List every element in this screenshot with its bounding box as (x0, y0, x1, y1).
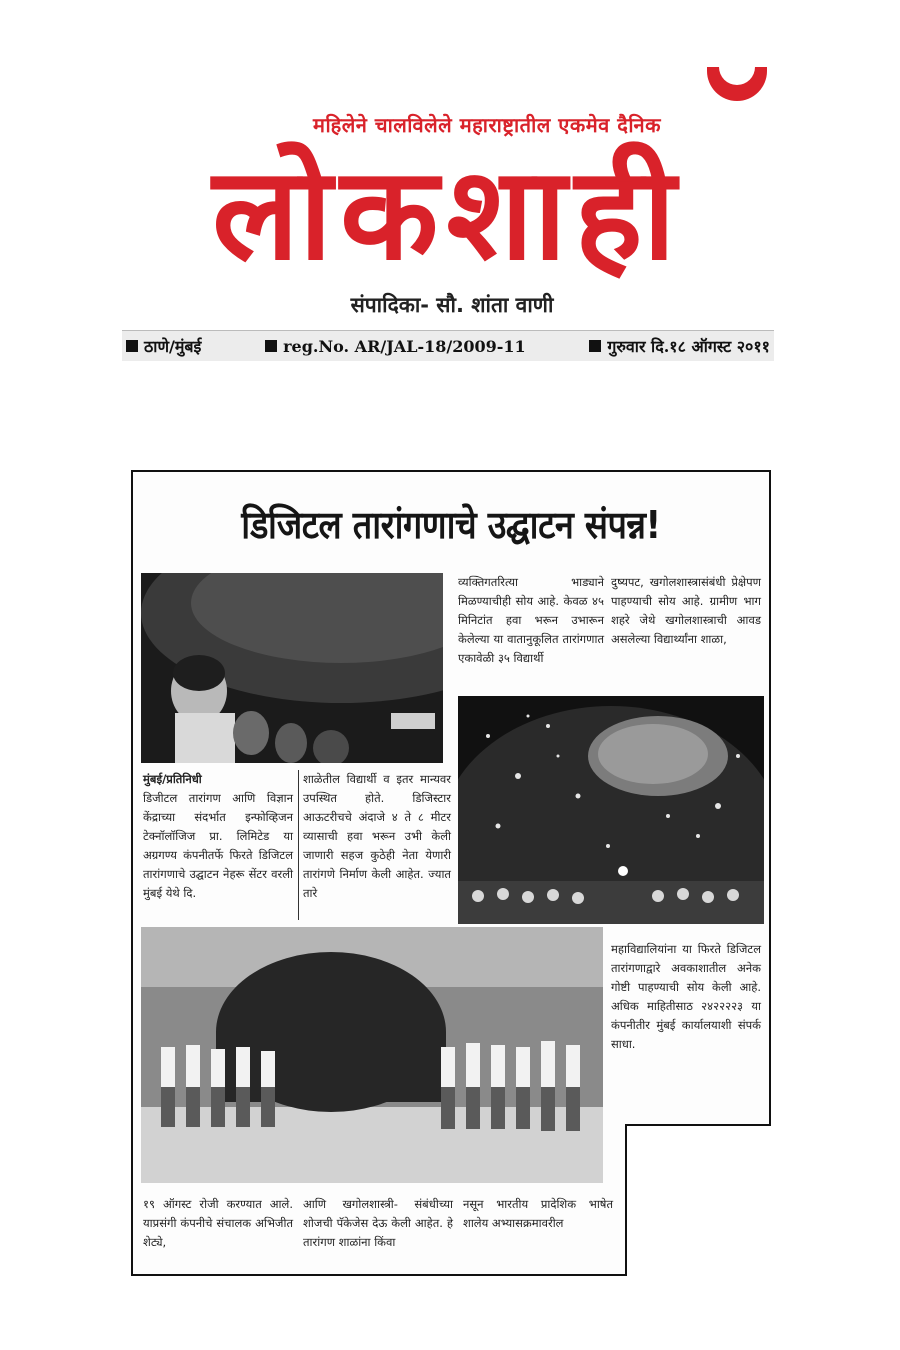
article-column-2 (303, 770, 451, 903)
column-2-text: शाळेतील विद्यार्थी व इतर मान्यवर उपस्थित होते. डिजिस्टार आऊटरीचचे अंदाजे ४ ते ८ मीटर व्यासाची हवा भरून उभी केली जाणारी सहज कुठेही नेता येणारी तारांगणे निर्माण केली आहेत. ज्यात तारे (303, 772, 451, 900)
article-clipping (131, 470, 771, 1276)
newspaper-name: लोकशाही (212, 139, 684, 289)
column-rule (298, 770, 299, 920)
registration-number: reg.No. AR/JAL-18/2009-11 (283, 336, 526, 356)
bottom-column-1-text: १९ ऑगस्ट रोजी करण्यात आले. याप्रसंगी कंपनीचे संचालक अभिजीत शेट्ये, (143, 1197, 293, 1249)
masthead-tagline: महिलेने चालविलेले महाराष्ट्रातील एकमेव दैनिक (312, 113, 661, 137)
column-1-text: डिजीटल तारांगण आणि विज्ञान केंद्राच्या संदर्भात इन्फोव्हिजन टेक्नॉलॉजिज प्रा. लिमिटेड या अग्रगण्य कंपनीतर्फे फिरते डिजिटल तारांगणाचे उद्घाटन नेहरू सेंटर वरली मुंबई येथे दि. (143, 791, 293, 900)
article-bottom-column-3 (463, 1195, 613, 1233)
article-headline: डिजिटल तारांगणाचे उद्घाटन संपन्न! (241, 503, 661, 547)
bullet-square-icon (589, 340, 601, 352)
masthead-dateline (122, 330, 774, 361)
bullet-square-icon (126, 340, 138, 352)
article-column-4 (611, 573, 761, 649)
photo-star-projection (458, 696, 764, 924)
article-bottom-column-1 (143, 1195, 293, 1252)
edition-item (122, 335, 205, 357)
article-column-5 (611, 940, 761, 1054)
article-column-1 (143, 770, 293, 903)
date-item (585, 335, 774, 357)
article-dateline: मुंबई/प्रतिनिधी (143, 772, 202, 786)
photo-dome-interior (141, 573, 443, 763)
column-3-text: व्यक्तिगतरित्या भाड्याने मिळण्याचीही सोय आहे. केवळ ४५ मिनिटांत हवा भरून उभारून केलेल्या या वातानुकूलित तारांगणात एकावेळी ३५ विद्यार्थी (458, 575, 604, 665)
editor-line: संपादिका- सौ. शांता वाणी (350, 293, 554, 317)
column-4-text: दुष्यपट, खगोलशास्त्रासंबंधी प्रेक्षेपण पाहण्याची सोय आहे. ग्रामीण भाग शहरे जेथे खगोलशास्त्राची आवड असलेल्या विद्यार्थ्यांना शाळा, (611, 575, 761, 646)
registration-item (261, 337, 530, 356)
masthead (122, 75, 774, 367)
column-5-text: महाविद्यालियांना या फिरते डिजिटल तारांगणाद्वारे अवकाशातील अनेक गोष्टी पाहण्याची सोय केली आहे. अधिक माहितीसाठ २४२२२२३ या कंपनीतीर मुंबई कार्यालयाशी संपर्क साधा. (611, 942, 761, 1051)
article-bottom-column-2 (303, 1195, 453, 1252)
bottom-column-2-text: आणि खगोलशास्त्री- संबंधीच्या शोजची पॅकेजेस देऊ केली आहेत. हे तारांगण शाळांना किंवा (303, 1197, 453, 1249)
masthead-emblem (707, 67, 767, 101)
article-column-3 (458, 573, 604, 668)
bullet-square-icon (265, 340, 277, 352)
photo-students-dome (141, 927, 603, 1183)
bottom-column-3-text: नसून भारतीय प्रादेशिक भाषेत शालेय अभ्यासक्रमावरील (463, 1197, 613, 1230)
issue-date: गुरुवार दि.१८ ऑगस्ट २०११ (607, 337, 770, 356)
edition-label: ठाणे/मुंबई (144, 337, 202, 356)
